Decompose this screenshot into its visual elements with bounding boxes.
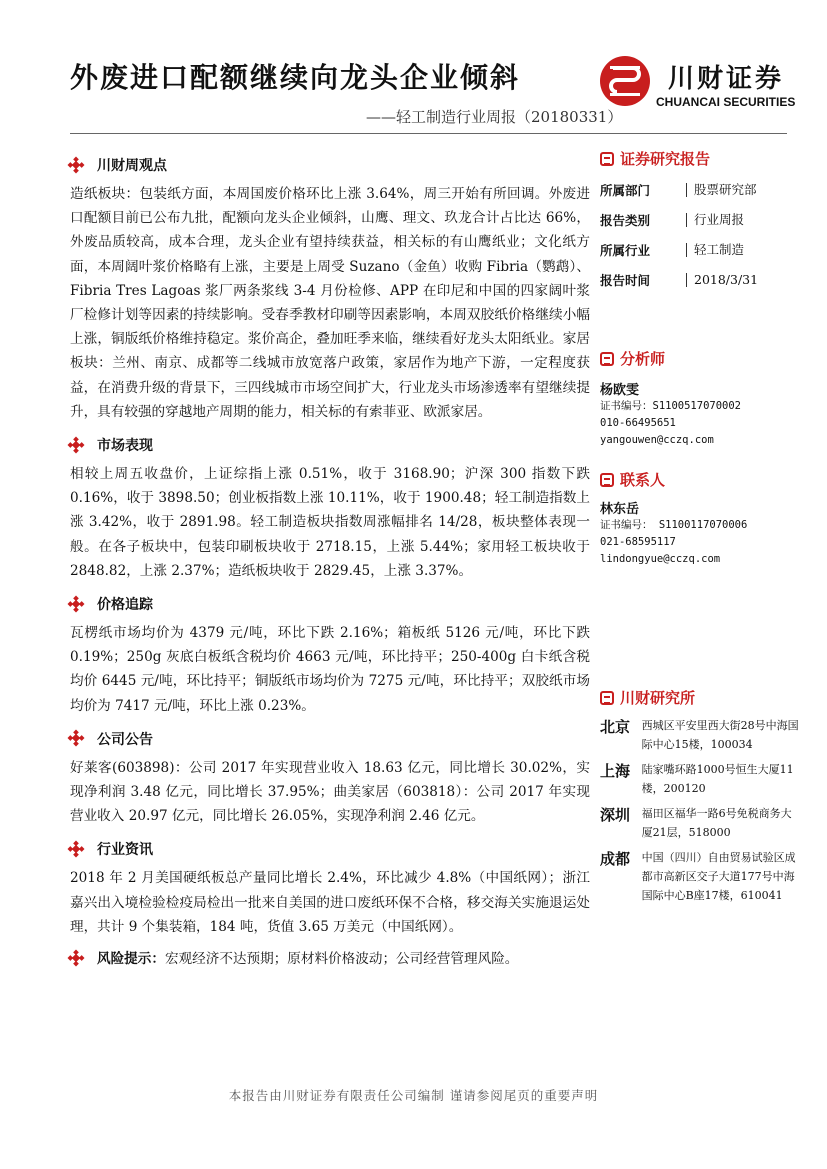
section-heading: 价格追踪 xyxy=(70,591,590,617)
section-body: 相较上周五收盘价，上证综指上涨 0.51%，收于 3168.90；沪深 300 指数下跌 0.16%，收于 3898.50；创业板指数上涨 10.11%，收于 1900.48；轻工制造指数上涨 3.42%，收于 2891.98。轻工制造板块指数周涨幅排名 14/28，板块整体表现一般。在各子板块中，包装印刷板块收于 2718.15，上涨 5.44%；家用轻工板块收于 2848.82，上涨 2.37%；造纸板块收于 2829.45，上涨 3.37%。 xyxy=(70,466,590,579)
diamond-bullet-icon xyxy=(70,732,83,745)
contact-email[interactable]: lindongyue@cczq.com xyxy=(600,553,721,565)
report-info-panel xyxy=(600,148,800,295)
section-weekly-view xyxy=(70,152,590,424)
section-heading: 行业资讯 xyxy=(70,836,590,862)
section-body: 好莱客(603898)：公司 2017 年实现营业收入 18.63 亿元，同比增长 30.02%，实现净利润 3.48 亿元，同比增长 37.95%；曲美家居（603818）：公司 2017 年实现营业收入 20.97 亿元，同比增长 26.05%，实现净利润 2.46 亿元。 xyxy=(70,759,590,825)
section-market xyxy=(70,432,590,583)
office-entry: 成都 中国（四川）自由贸易试验区成都市高新区交子大道177号中海国际中心B座17楼，610041 xyxy=(600,850,796,902)
analyst-email[interactable]: yangouwen@cczq.com xyxy=(600,434,714,446)
analyst-panel xyxy=(600,348,800,449)
section-body: 瓦楞纸市场均价为 4379 元/吨，环比下跌 2.16%；箱板纸 5126 元/吨，环比下跌 0.19%；250g 灰底白板纸含税均价 4663 元/吨，环比持平；250-400g 白卡纸含税均价 6445 元/吨，环比持平；铜版纸市场均价为 7275 元/吨，环比持平；双胶纸市场均价为 7417 元/吨，环比上涨 0.23%。 xyxy=(70,625,590,714)
contact-panel xyxy=(600,469,800,568)
brand-logo-icon xyxy=(600,56,650,106)
logo-mark-icon xyxy=(600,56,650,106)
office-entry: 北京 西城区平安里西大街28号中海国际中心15楼，100034 xyxy=(600,718,799,751)
sidebar-heading: 川财研究所 xyxy=(600,687,800,708)
info-row: 所属部门 股票研究部 xyxy=(600,182,757,198)
analyst-phone: 010-66495651 xyxy=(600,417,676,429)
section-heading: 川财周观点 xyxy=(70,152,590,178)
section-heading: 公司公告 xyxy=(70,726,590,752)
section-price xyxy=(70,591,590,718)
header-divider xyxy=(70,133,787,134)
risk-label: 风险提示： xyxy=(97,951,165,968)
report-icon xyxy=(600,152,614,166)
analyst-icon xyxy=(600,352,614,366)
analyst-cert: 证书编号：S1100517070002 xyxy=(600,400,742,412)
section-body: 造纸板块：包装纸方面，本周国废价格环比上涨 3.64%，周三开始有所回调。外废进口配额目前已公布九批，配额向龙头企业倾斜，山鹰、理文、玖龙合计占比达 66%，外废品质较高，成本合理，龙头企业有望持续获益，相关标的有山鹰纸业；文化纸方面，本周阔叶浆价格略有上涨，主要是上周受 Suzano（金鱼）收购 Fibria（鹦鹉）、Fibria Tres Lagoas 浆厂两条浆线 3-4 月份检修、APP 在印尼和中国的四家阔叶浆厂检修计划等因素的持续影响。受春季教材印刷等因素影响，本周双胶纸价格继续小幅上涨，铜版纸价格维持稳定。浆价高企，叠加旺季来临，继续看好龙头太阳纸业。家居板块：兰州、南京、成都等二线城市放宽落户政策，家居作为地产下游，一定程度获益，在消费升级的背景下，三四线城市市场空间扩大，行业龙头市场渗透率有望继续提升，具有较强的穿越地产周期的能力，相关标的有索菲亚、欧派家居。 xyxy=(70,186,590,420)
institute-icon xyxy=(600,691,614,705)
diamond-bullet-icon xyxy=(70,598,83,611)
brand-name-en: CHUANCAI SECURITIES xyxy=(656,95,796,109)
diamond-bullet-icon xyxy=(70,843,83,856)
info-row: 报告时间 2018/3/31 xyxy=(600,272,759,288)
sidebar-heading: 分析师 xyxy=(600,348,800,369)
sidebar-heading: 证券研究报告 xyxy=(600,148,800,169)
page-title: 外废进口配额继续向龙头企业倾斜 xyxy=(70,61,521,94)
sidebar-heading: 联系人 xyxy=(600,469,800,490)
institute-panel xyxy=(600,687,800,911)
risk-warning xyxy=(70,947,590,971)
risk-text: 宏观经济不达预期；原材料价格波动；公司经营管理风险。 xyxy=(164,951,519,968)
contact-cert: 证书编号： S1100117070006 xyxy=(600,519,748,531)
info-row: 报告类别 行业周报 xyxy=(600,212,745,228)
main-content xyxy=(70,148,590,971)
brand-name: 川财证券 xyxy=(668,64,785,94)
section-announcements xyxy=(70,726,590,829)
section-heading: 市场表现 xyxy=(70,432,590,458)
contact-icon xyxy=(600,473,614,487)
diamond-bullet-icon xyxy=(70,952,83,965)
diamond-bullet-icon xyxy=(70,439,83,452)
report-subtitle: ——轻工制造行业周报（20180331） xyxy=(366,108,623,126)
section-body: 2018 年 2 月美国硬纸板总产量同比增长 2.4%，环比减少 4.8%（中国纸网）；浙江嘉兴出入境检验检疫局检出一批来自美国的进口废纸环保不合格，移交海关实施退运处理，共计 9 个集装箱，184 吨，货值 3.65 万美元（中国纸网）。 xyxy=(70,870,590,935)
contact-phone: 021-68595117 xyxy=(600,536,676,548)
diamond-bullet-icon xyxy=(70,159,83,172)
contact-name: 林东岳 xyxy=(600,502,640,517)
section-news xyxy=(70,836,590,939)
analyst-name: 杨欧雯 xyxy=(600,383,640,398)
page-footer: 本报告由川财证券有限责任公司编制 谨请参阅尾页的重要声明 xyxy=(228,1088,599,1103)
info-row: 所属行业 轻工制造 xyxy=(600,242,745,258)
office-entry: 上海 陆家嘴环路1000号恒生大厦11楼，200120 xyxy=(600,762,794,795)
office-entry: 深圳 福田区福华一路6号免税商务大厦21层，518000 xyxy=(600,806,792,839)
